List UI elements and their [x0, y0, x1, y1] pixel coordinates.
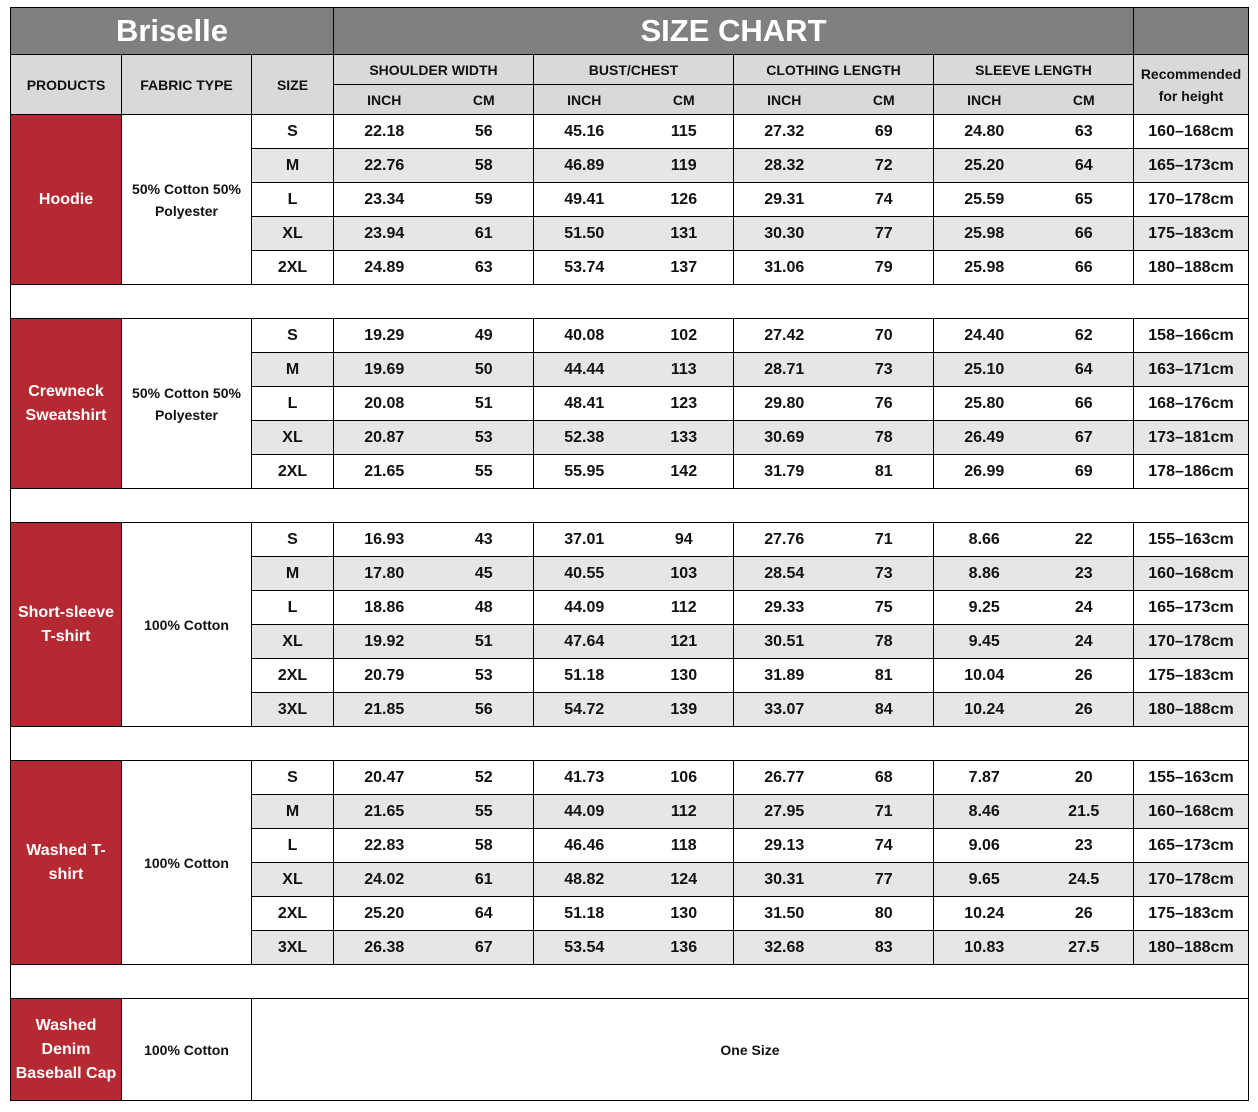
value-inch: 49.41: [534, 183, 635, 217]
value-cm: 62: [1035, 319, 1134, 353]
value-inch: 22.18: [334, 115, 435, 149]
value-inch: 9.25: [934, 591, 1035, 625]
value-cm: 66: [1035, 387, 1134, 421]
size-row: [11, 761, 1249, 795]
spacer-cell: [11, 965, 1249, 999]
value-inch: 26.77: [734, 761, 835, 795]
cap-row: [11, 999, 1249, 1101]
value-inch: 10.24: [934, 693, 1035, 727]
size-label: M: [252, 149, 334, 183]
value-cm: 94: [635, 523, 734, 557]
recommended-height: 165–173cm: [1134, 829, 1249, 863]
value-inch: 31.06: [734, 251, 835, 285]
value-cm: 67: [1035, 421, 1134, 455]
product-name: Crewneck Sweatshirt: [11, 319, 122, 489]
value-cm: 112: [635, 795, 734, 829]
value-cm: 68: [835, 761, 934, 795]
value-inch: 31.50: [734, 897, 835, 931]
value-inch: 28.54: [734, 557, 835, 591]
recommended-height: 173–181cm: [1134, 421, 1249, 455]
value-inch: 31.89: [734, 659, 835, 693]
recommended-height: 170–178cm: [1134, 625, 1249, 659]
value-cm: 45: [435, 557, 534, 591]
value-inch: 55.95: [534, 455, 635, 489]
spacer-row: [11, 285, 1249, 319]
value-inch: 53.54: [534, 931, 635, 965]
value-cm: 64: [435, 897, 534, 931]
value-inch: 40.08: [534, 319, 635, 353]
value-cm: 58: [435, 829, 534, 863]
value-inch: 22.83: [334, 829, 435, 863]
value-cm: 118: [635, 829, 734, 863]
value-inch: 40.55: [534, 557, 635, 591]
value-cm: 121: [635, 625, 734, 659]
value-inch: 9.65: [934, 863, 1035, 897]
value-inch: 51.18: [534, 897, 635, 931]
size-label: S: [252, 319, 334, 353]
value-inch: 25.20: [334, 897, 435, 931]
value-cm: 26: [1035, 659, 1134, 693]
unit-inch: INCH: [734, 85, 835, 115]
unit-cm: CM: [835, 85, 934, 115]
value-cm: 50: [435, 353, 534, 387]
value-cm: 49: [435, 319, 534, 353]
value-inch: 17.80: [334, 557, 435, 591]
value-inch: 41.73: [534, 761, 635, 795]
value-inch: 9.45: [934, 625, 1035, 659]
brand-cell: [11, 8, 334, 55]
product-name: Washed T-shirt: [11, 761, 122, 965]
value-cm: 64: [1035, 149, 1134, 183]
value-inch: 24.02: [334, 863, 435, 897]
unit-inch: INCH: [534, 85, 635, 115]
recommended-height: 158–166cm: [1134, 319, 1249, 353]
size-label: M: [252, 353, 334, 387]
value-inch: 18.86: [334, 591, 435, 625]
spacer-row: [11, 727, 1249, 761]
value-inch: 46.89: [534, 149, 635, 183]
value-inch: 51.18: [534, 659, 635, 693]
value-inch: 20.87: [334, 421, 435, 455]
recommended-height: 178–186cm: [1134, 455, 1249, 489]
product-name: Washed Denim Baseball Cap: [11, 999, 122, 1101]
value-cm: 70: [835, 319, 934, 353]
value-cm: 63: [435, 251, 534, 285]
value-cm: 74: [835, 829, 934, 863]
value-inch: 54.72: [534, 693, 635, 727]
value-inch: 27.42: [734, 319, 835, 353]
unit-inch: INCH: [334, 85, 435, 115]
value-cm: 133: [635, 421, 734, 455]
value-inch: 20.79: [334, 659, 435, 693]
value-inch: 26.99: [934, 455, 1035, 489]
recommended-height: 165–173cm: [1134, 591, 1249, 625]
value-cm: 43: [435, 523, 534, 557]
value-cm: 112: [635, 591, 734, 625]
header-bust-chest: BUST/CHEST: [534, 55, 734, 85]
value-cm: 56: [435, 693, 534, 727]
value-inch: 30.31: [734, 863, 835, 897]
header-clothing-length: CLOTHING LENGTH: [734, 55, 934, 85]
value-cm: 77: [835, 863, 934, 897]
value-cm: 53: [435, 659, 534, 693]
value-inch: 8.86: [934, 557, 1035, 591]
value-cm: 65: [1035, 183, 1134, 217]
value-inch: 19.92: [334, 625, 435, 659]
recommended-height: 155–163cm: [1134, 523, 1249, 557]
value-cm: 74: [835, 183, 934, 217]
value-cm: 130: [635, 659, 734, 693]
value-cm: 75: [835, 591, 934, 625]
value-inch: 10.24: [934, 897, 1035, 931]
spacer-cell: [11, 727, 1249, 761]
value-inch: 20.47: [334, 761, 435, 795]
value-inch: 27.32: [734, 115, 835, 149]
header-recommended-height: Recommended for height: [1134, 55, 1249, 115]
value-cm: 51: [435, 387, 534, 421]
size-row: [11, 319, 1249, 353]
value-cm: 23: [1035, 557, 1134, 591]
value-inch: 7.87: [934, 761, 1035, 795]
value-cm: 139: [635, 693, 734, 727]
size-chart-table: [10, 7, 1249, 1101]
value-cm: 113: [635, 353, 734, 387]
value-cm: 83: [835, 931, 934, 965]
spacer-cell: [11, 285, 1249, 319]
value-cm: 106: [635, 761, 734, 795]
value-cm: 142: [635, 455, 734, 489]
value-inch: 23.34: [334, 183, 435, 217]
header-shoulder-width: SHOULDER WIDTH: [334, 55, 534, 85]
value-inch: 53.74: [534, 251, 635, 285]
size-label: S: [252, 115, 334, 149]
size-label: 2XL: [252, 251, 334, 285]
value-inch: 48.41: [534, 387, 635, 421]
value-inch: 29.31: [734, 183, 835, 217]
value-cm: 56: [435, 115, 534, 149]
recommended-height: 180–188cm: [1134, 693, 1249, 727]
value-inch: 21.85: [334, 693, 435, 727]
recommended-height: 175–183cm: [1134, 217, 1249, 251]
value-cm: 61: [435, 863, 534, 897]
value-cm: 71: [835, 795, 934, 829]
product-name: Short-sleeve T-shirt: [11, 523, 122, 727]
value-cm: 20: [1035, 761, 1134, 795]
value-cm: 26: [1035, 897, 1134, 931]
value-cm: 64: [1035, 353, 1134, 387]
recommended-height: 160–168cm: [1134, 557, 1249, 591]
value-cm: 119: [635, 149, 734, 183]
value-cm: 24: [1035, 625, 1134, 659]
value-cm: 63: [1035, 115, 1134, 149]
recommended-height: 168–176cm: [1134, 387, 1249, 421]
value-cm: 124: [635, 863, 734, 897]
value-cm: 81: [835, 659, 934, 693]
value-cm: 52: [435, 761, 534, 795]
value-cm: 23: [1035, 829, 1134, 863]
size-label: L: [252, 829, 334, 863]
value-inch: 24.40: [934, 319, 1035, 353]
recommended-height: 170–178cm: [1134, 863, 1249, 897]
recommended-height: 165–173cm: [1134, 149, 1249, 183]
fabric-type: 100% Cotton: [122, 999, 252, 1101]
unit-cm: CM: [635, 85, 734, 115]
value-cm: 71: [835, 523, 934, 557]
value-inch: 27.95: [734, 795, 835, 829]
value-inch: 26.49: [934, 421, 1035, 455]
value-cm: 59: [435, 183, 534, 217]
value-cm: 130: [635, 897, 734, 931]
value-inch: 25.98: [934, 217, 1035, 251]
value-inch: 23.94: [334, 217, 435, 251]
value-inch: 31.79: [734, 455, 835, 489]
value-inch: 30.69: [734, 421, 835, 455]
value-inch: 28.71: [734, 353, 835, 387]
fabric-type: 100% Cotton: [122, 761, 252, 965]
header-sleeve-length: SLEEVE LENGTH: [934, 55, 1134, 85]
value-cm: 102: [635, 319, 734, 353]
size-label: S: [252, 523, 334, 557]
size-label: L: [252, 183, 334, 217]
value-inch: 44.09: [534, 795, 635, 829]
unit-inch: INCH: [934, 85, 1035, 115]
size-label: M: [252, 795, 334, 829]
value-cm: 22: [1035, 523, 1134, 557]
size-label: 3XL: [252, 931, 334, 965]
fabric-type: 100% Cotton: [122, 523, 252, 727]
recommended-height: 160–168cm: [1134, 795, 1249, 829]
value-inch: 29.13: [734, 829, 835, 863]
value-inch: 27.76: [734, 523, 835, 557]
size-label: S: [252, 761, 334, 795]
value-inch: 25.80: [934, 387, 1035, 421]
value-inch: 24.80: [934, 115, 1035, 149]
value-cm: 27.5: [1035, 931, 1134, 965]
size-row: [11, 115, 1249, 149]
value-cm: 53: [435, 421, 534, 455]
value-inch: 19.69: [334, 353, 435, 387]
recommended-height: 163–171cm: [1134, 353, 1249, 387]
one-size: One Size: [252, 999, 1249, 1101]
value-inch: 8.66: [934, 523, 1035, 557]
size-label: M: [252, 557, 334, 591]
value-cm: 61: [435, 217, 534, 251]
value-cm: 58: [435, 149, 534, 183]
recommended-height: 175–183cm: [1134, 659, 1249, 693]
recommended-height: 180–188cm: [1134, 251, 1249, 285]
value-inch: 33.07: [734, 693, 835, 727]
value-inch: 16.93: [334, 523, 435, 557]
value-cm: 84: [835, 693, 934, 727]
value-cm: 78: [835, 625, 934, 659]
value-cm: 69: [835, 115, 934, 149]
recommended-height: 160–168cm: [1134, 115, 1249, 149]
value-inch: 28.32: [734, 149, 835, 183]
value-inch: 19.29: [334, 319, 435, 353]
value-cm: 78: [835, 421, 934, 455]
value-inch: 21.65: [334, 455, 435, 489]
value-inch: 51.50: [534, 217, 635, 251]
size-label: L: [252, 591, 334, 625]
spacer-row: [11, 489, 1249, 523]
header-size: SIZE: [252, 55, 334, 115]
value-cm: 55: [435, 455, 534, 489]
spacer-cell: [11, 489, 1249, 523]
value-cm: 137: [635, 251, 734, 285]
value-cm: 69: [1035, 455, 1134, 489]
value-cm: 24: [1035, 591, 1134, 625]
value-inch: 29.33: [734, 591, 835, 625]
value-inch: 47.64: [534, 625, 635, 659]
value-inch: 21.65: [334, 795, 435, 829]
recommended-height: 175–183cm: [1134, 897, 1249, 931]
size-chart-body: [11, 115, 1249, 1101]
header-fabric-type: FABRIC TYPE: [122, 55, 252, 115]
value-inch: 25.59: [934, 183, 1035, 217]
value-inch: 30.51: [734, 625, 835, 659]
value-inch: 25.20: [934, 149, 1035, 183]
value-inch: 29.80: [734, 387, 835, 421]
brand-name: Briselle: [115, 13, 228, 48]
value-inch: 48.82: [534, 863, 635, 897]
value-cm: 126: [635, 183, 734, 217]
value-inch: 20.08: [334, 387, 435, 421]
value-cm: 67: [435, 931, 534, 965]
recommended-height: 155–163cm: [1134, 761, 1249, 795]
size-label: 2XL: [252, 897, 334, 931]
value-inch: 24.89: [334, 251, 435, 285]
value-cm: 73: [835, 353, 934, 387]
size-label: XL: [252, 863, 334, 897]
value-inch: 30.30: [734, 217, 835, 251]
value-inch: 25.10: [934, 353, 1035, 387]
value-inch: 52.38: [534, 421, 635, 455]
value-inch: 10.83: [934, 931, 1035, 965]
value-inch: 46.46: [534, 829, 635, 863]
chart-title-cell: [334, 8, 1134, 55]
fabric-type: 50% Cotton 50% Polyester: [122, 319, 252, 489]
value-cm: 103: [635, 557, 734, 591]
size-label: 2XL: [252, 455, 334, 489]
value-cm: 24.5: [1035, 863, 1134, 897]
value-cm: 48: [435, 591, 534, 625]
recommended-height: 180–188cm: [1134, 931, 1249, 965]
size-label: 2XL: [252, 659, 334, 693]
value-cm: 55: [435, 795, 534, 829]
size-label: XL: [252, 625, 334, 659]
value-cm: 73: [835, 557, 934, 591]
value-inch: 37.01: [534, 523, 635, 557]
value-inch: 45.16: [534, 115, 635, 149]
recommended-height: 170–178cm: [1134, 183, 1249, 217]
value-cm: 76: [835, 387, 934, 421]
value-cm: 80: [835, 897, 934, 931]
value-cm: 72: [835, 149, 934, 183]
value-inch: 10.04: [934, 659, 1035, 693]
value-inch: 32.68: [734, 931, 835, 965]
unit-cm: CM: [1035, 85, 1134, 115]
value-cm: 66: [1035, 217, 1134, 251]
size-label: L: [252, 387, 334, 421]
value-inch: 9.06: [934, 829, 1035, 863]
value-cm: 79: [835, 251, 934, 285]
size-row: [11, 523, 1249, 557]
value-cm: 77: [835, 217, 934, 251]
value-cm: 66: [1035, 251, 1134, 285]
value-cm: 26: [1035, 693, 1134, 727]
value-inch: 25.98: [934, 251, 1035, 285]
size-label: XL: [252, 217, 334, 251]
title-blank-cell: [1134, 8, 1249, 55]
chart-title: SIZE CHART: [640, 13, 827, 48]
product-name: Hoodie: [11, 115, 122, 285]
spacer-row: [11, 965, 1249, 999]
value-inch: 8.46: [934, 795, 1035, 829]
value-inch: 44.44: [534, 353, 635, 387]
value-cm: 115: [635, 115, 734, 149]
value-inch: 26.38: [334, 931, 435, 965]
unit-cm: CM: [435, 85, 534, 115]
fabric-type: 50% Cotton 50% Polyester: [122, 115, 252, 285]
value-cm: 51: [435, 625, 534, 659]
header-products: PRODUCTS: [11, 55, 122, 115]
value-cm: 81: [835, 455, 934, 489]
value-inch: 22.76: [334, 149, 435, 183]
value-cm: 131: [635, 217, 734, 251]
value-cm: 123: [635, 387, 734, 421]
size-label: 3XL: [252, 693, 334, 727]
value-cm: 21.5: [1035, 795, 1134, 829]
value-cm: 136: [635, 931, 734, 965]
value-inch: 44.09: [534, 591, 635, 625]
size-label: XL: [252, 421, 334, 455]
